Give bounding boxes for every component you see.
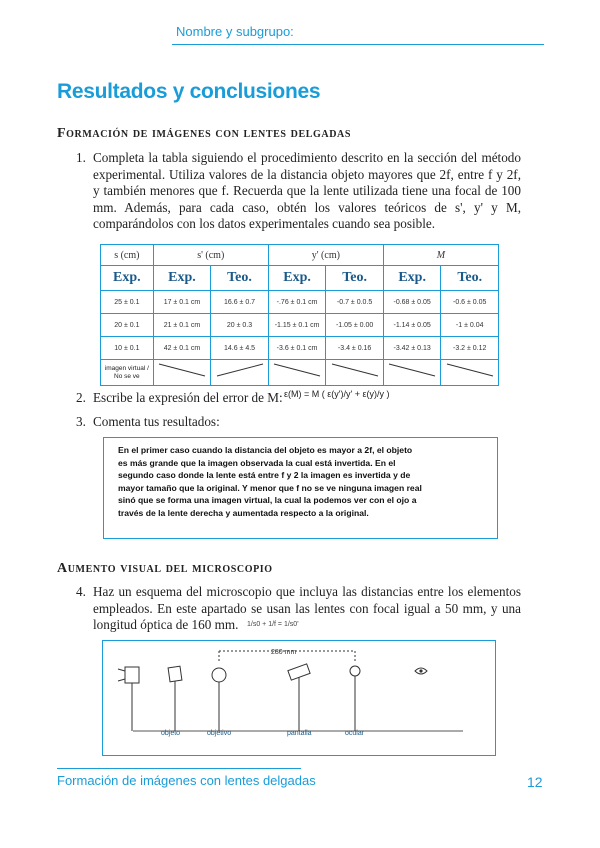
table-cell: -3.2 ± 0.12 xyxy=(441,337,499,360)
item-number: 1. xyxy=(76,150,86,165)
ocular-lens-icon xyxy=(350,666,360,731)
page-number: 12 xyxy=(527,774,543,790)
subheader: Exp. xyxy=(383,266,441,291)
strike-mark xyxy=(443,360,497,380)
slash-cell xyxy=(268,360,326,386)
subheader: Teo. xyxy=(441,266,499,291)
table-cell: 14.6 ± 4.5 xyxy=(211,337,269,360)
header-y-prime: y' (cm) xyxy=(268,245,383,266)
label-pantalla: pantalla xyxy=(287,730,312,737)
label-ocular: ocular xyxy=(345,730,365,737)
slash-cell xyxy=(153,360,211,386)
comment-box[interactable] xyxy=(103,437,498,539)
table-row xyxy=(101,291,499,314)
header-s-prime: s' (cm) xyxy=(153,245,268,266)
label-objetivo: objetivo xyxy=(207,730,232,737)
subheader: Teo. xyxy=(326,266,384,291)
slash-cell xyxy=(383,360,441,386)
table-cell: -3.4 ± 0.16 xyxy=(326,337,384,360)
item-4-text: Haz un esquema del microscopio que incluya las distancias entre los elementos empleados. En este apartado se usan las lentes con focal igual a 50 mm, y una longitud óptica de 160 mm. xyxy=(93,584,521,632)
table-cell: 16.6 ± 0.7 xyxy=(211,291,269,314)
table-row xyxy=(101,337,499,360)
strike-mark xyxy=(213,360,267,380)
table-cell: imagen virtual / No se ve xyxy=(101,360,154,386)
slash-cell xyxy=(326,360,384,386)
error-formula-handwritten: ε(M) = M ( ε(y')/y' + ε(y)/y ) xyxy=(284,389,390,399)
table-cell: 21 ± 0.1 cm xyxy=(153,314,211,337)
table-cell: 17 ± 0.1 cm xyxy=(153,291,211,314)
section-heading-microscope: Aumento visual del microscopio xyxy=(57,561,273,576)
strike-mark xyxy=(270,360,324,380)
table-row-virtual xyxy=(101,360,499,386)
subheader: Exp. xyxy=(268,266,326,291)
footer-title: Formación de imágenes con lentes delgadas xyxy=(57,773,316,788)
table-cell: -1.15 ± 0.1 cm xyxy=(268,314,326,337)
slash-cell xyxy=(211,360,269,386)
lamp-icon xyxy=(118,667,139,731)
screen-icon xyxy=(288,664,310,731)
table-row xyxy=(101,314,499,337)
table-cell: 20 ± 0.1 xyxy=(101,314,154,337)
table-cell: -3.6 ± 0.1 cm xyxy=(268,337,326,360)
table-cell: -1.14 ± 0.05 xyxy=(383,314,441,337)
strike-mark xyxy=(155,360,209,380)
footer-rule xyxy=(57,768,301,769)
table-header-row xyxy=(101,245,499,266)
header-s: s (cm) xyxy=(101,245,154,266)
item-2-text: Escribe la expresión del error de M: xyxy=(93,390,283,405)
distance-label: 280 mm xyxy=(271,649,297,656)
strike-mark xyxy=(328,360,382,380)
table-cell: 20 ± 0.3 xyxy=(211,314,269,337)
slash-cell xyxy=(441,360,499,386)
results-table xyxy=(100,244,499,386)
strike-mark xyxy=(385,360,439,380)
item-number: 2. xyxy=(76,390,86,405)
table-cell: 42 ± 0.1 cm xyxy=(153,337,211,360)
table-cell: -1 ± 0.04 xyxy=(441,314,499,337)
table-cell: -0.68 ± 0.05 xyxy=(383,291,441,314)
microscope-diagram-box xyxy=(102,640,496,756)
subheader: Teo. xyxy=(211,266,269,291)
header-m: M xyxy=(383,245,498,266)
table-cell: -1.05 ± 0.00 xyxy=(326,314,384,337)
table-subheader-row xyxy=(101,266,499,291)
header-rule xyxy=(172,44,544,45)
item-1-text: Completa la tabla siguiendo el procedimiento descrito en la sección del método experimental. Utiliza valores de la distancia objeto mayores que 2f, entre f y 2f, y también menores que f. Recuerda que la lente utilizada tiene una focal de 100 mm. Además, para cada caso, obtén los valores teóricos de s', y' y M, comparándolos con los datos experimentales cuando sea posible. xyxy=(93,150,521,231)
eye-icon xyxy=(415,668,427,674)
microscope-sketch xyxy=(103,641,495,755)
table-cell: -3.42 ± 0.13 xyxy=(383,337,441,360)
table-cell: -0.7 ± 0.0.5 xyxy=(326,291,384,314)
table-cell: 10 ± 0.1 xyxy=(101,337,154,360)
table-cell: -.76 ± 0.1 cm xyxy=(268,291,326,314)
item-number: 4. xyxy=(76,584,86,599)
table-cell: 25 ± 0.1 xyxy=(101,291,154,314)
item-3-text: Comenta tus resultados: xyxy=(93,414,220,429)
table-cell: -0.6 ± 0.05 xyxy=(441,291,499,314)
subheader: Exp. xyxy=(153,266,211,291)
page-title: Resultados y conclusiones xyxy=(57,80,321,103)
comment-text[interactable]: En el primer caso cuando la distancia del objeto es mayor a 2f, el objeto es más grande que la imagen observada la cual está invertida. En el segundo caso donde la lente está entre f y 2 la imagen es invertida y de mayor tamaño que la original. Y menor que f no se ve ninguna imagen real sinó que se forma una imagen virtual, la cual la podemos ver con el ojo a través de la lente derecha y aumentada respecto a la original. xyxy=(118,445,422,518)
section-heading-lenses: Formación de imágenes con lentes delgadas xyxy=(57,126,352,141)
subheader: Exp. xyxy=(101,266,154,291)
label-objeto: objeto xyxy=(161,730,181,737)
objective-lens-icon xyxy=(212,668,226,731)
item-number: 3. xyxy=(76,414,86,429)
object-icon xyxy=(168,666,182,731)
handwritten-lens-formula: 1/s0 + 1/f = 1/s0' xyxy=(247,621,299,628)
header-label: Nombre y subgrupo: xyxy=(176,24,294,39)
